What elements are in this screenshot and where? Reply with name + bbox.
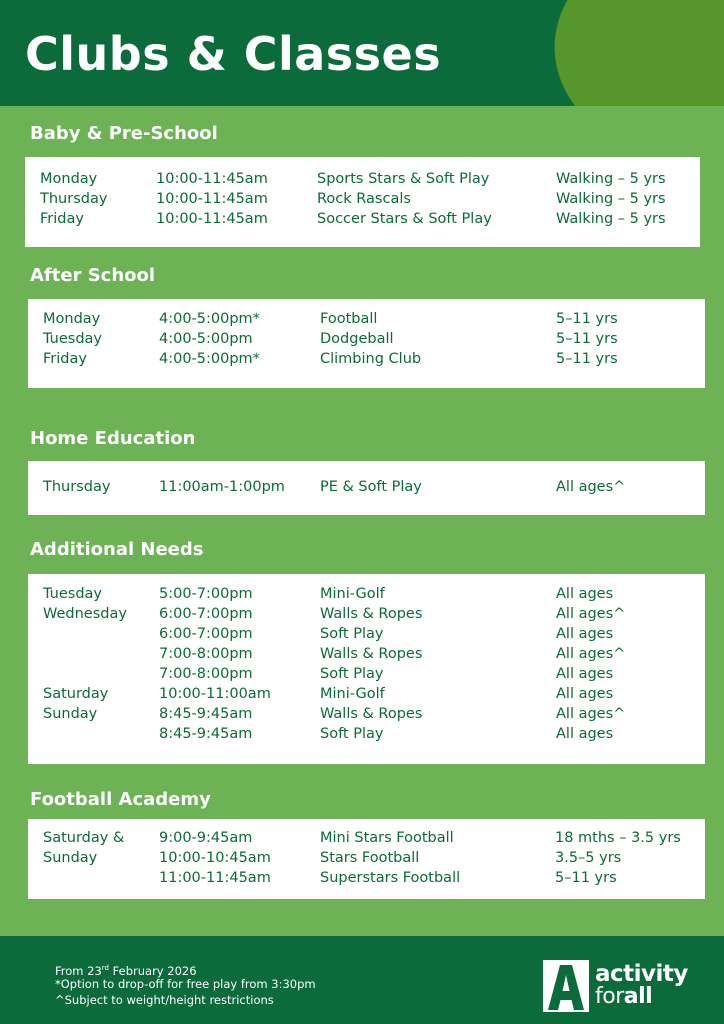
day-cell: Sunday xyxy=(43,850,98,866)
table-row xyxy=(28,868,705,888)
time-cell: 10:00-10:45am xyxy=(159,850,271,866)
activity-cell: Mini-Golf xyxy=(320,686,385,702)
table-row xyxy=(28,604,705,624)
activity-cell: Soft Play xyxy=(320,726,384,742)
day-cell: Saturday xyxy=(43,686,109,702)
schedule-box-additional-needs xyxy=(28,574,705,764)
activity-cell: Rock Rascals xyxy=(317,191,411,207)
decorative-blob xyxy=(536,0,724,106)
activity-cell: Mini Stars Football xyxy=(320,830,454,846)
activity-cell: Walls & Ropes xyxy=(320,606,423,622)
day-cell: Thursday xyxy=(40,191,108,207)
time-cell: 9:00-9:45am xyxy=(159,830,253,846)
day-cell: Monday xyxy=(40,171,98,187)
table-row xyxy=(28,704,705,724)
ages-cell: All ages xyxy=(556,686,614,702)
day-cell: Wednesday xyxy=(43,606,127,622)
activity-for-all-logo xyxy=(543,960,688,1012)
logo-a-icon xyxy=(543,960,589,1012)
start-date-ordinal: rd xyxy=(101,964,109,972)
time-cell: 8:45-9:45am xyxy=(159,726,253,742)
ages-cell: 5–11 yrs xyxy=(555,870,617,886)
section-title-additional-needs: Additional Needs xyxy=(30,539,204,560)
ages-cell: All ages xyxy=(556,726,614,742)
table-row xyxy=(28,329,705,349)
table-row xyxy=(28,644,705,664)
ages-cell: All ages xyxy=(556,666,614,682)
table-row xyxy=(28,624,705,644)
day-cell: Tuesday xyxy=(43,331,102,347)
activity-cell: Dodgeball xyxy=(320,331,394,347)
ages-cell: 18 mths – 3.5 yrs xyxy=(555,830,681,846)
activity-cell: Soft Play xyxy=(320,626,384,642)
ages-cell: Walking – 5 yrs xyxy=(556,211,666,227)
section-title-after-school: After School xyxy=(30,265,156,286)
time-cell: 7:00-8:00pm xyxy=(159,666,253,682)
day-cell: Thursday xyxy=(43,479,111,495)
ages-cell: All ages^ xyxy=(556,646,626,662)
ages-cell: 5–11 yrs xyxy=(556,331,618,347)
table-row xyxy=(28,724,705,744)
time-cell: 11:00am-1:00pm xyxy=(159,479,285,495)
ages-cell: Walking – 5 yrs xyxy=(556,191,666,207)
ages-cell: All ages xyxy=(556,586,614,602)
activity-cell: Superstars Football xyxy=(320,870,461,886)
schedule-box-home-education xyxy=(28,461,705,515)
time-cell: 10:00-11:45am xyxy=(156,171,268,187)
table-row xyxy=(28,684,705,704)
time-cell: 7:00-8:00pm xyxy=(159,646,253,662)
time-cell: 8:45-9:45am xyxy=(159,706,253,722)
activity-cell: Walls & Ropes xyxy=(320,706,423,722)
ages-cell: All ages xyxy=(556,626,614,642)
ages-cell: 5–11 yrs xyxy=(556,311,618,327)
activity-cell: PE & Soft Play xyxy=(320,479,422,495)
table-row xyxy=(28,309,705,329)
start-date-suffix: February 2026 xyxy=(108,963,197,978)
page-title: Clubs & Classes xyxy=(25,27,442,81)
section-title-baby-preschool: Baby & Pre-School xyxy=(30,123,218,144)
time-cell: 10:00-11:45am xyxy=(156,191,268,207)
day-cell: Saturday & xyxy=(43,830,125,846)
logo-word-activity: activity xyxy=(595,961,688,987)
schedule-box-baby-preschool xyxy=(25,157,700,247)
activity-cell: Mini-Golf xyxy=(320,586,385,602)
activity-cell: Sports Stars & Soft Play xyxy=(317,171,490,187)
time-cell: 4:00-5:00pm* xyxy=(159,351,260,367)
table-row xyxy=(28,664,705,684)
logo-a-block xyxy=(543,960,589,1012)
dropoff-note: *Option to drop-off for free play from 3:30pm xyxy=(55,977,316,991)
time-cell: 4:00-5:00pm xyxy=(159,331,253,347)
logo-word-forall xyxy=(595,985,652,1009)
start-date-prefix: From 23 xyxy=(55,963,102,978)
table-row xyxy=(28,349,705,369)
ages-cell: Walking – 5 yrs xyxy=(556,171,666,187)
time-cell: 11:00-11:45am xyxy=(159,870,271,886)
time-cell: 10:00-11:45am xyxy=(156,211,268,227)
schedule-box-after-school xyxy=(28,299,705,388)
day-cell: Friday xyxy=(43,351,87,367)
table-row xyxy=(28,584,705,604)
activity-cell: Walls & Ropes xyxy=(320,646,423,662)
ages-cell: All ages^ xyxy=(556,706,626,722)
table-row xyxy=(28,828,705,848)
table-row xyxy=(28,477,705,497)
ages-cell: All ages^ xyxy=(556,606,626,622)
table-row xyxy=(25,189,700,209)
restrictions-note: ^Subject to weight/height restrictions xyxy=(55,993,274,1007)
section-title-football-academy: Football Academy xyxy=(30,789,211,810)
time-cell: 5:00-7:00pm xyxy=(159,586,253,602)
page-header xyxy=(0,0,724,106)
table-row xyxy=(25,209,700,229)
schedule-box-football-academy xyxy=(28,819,705,899)
time-cell: 6:00-7:00pm xyxy=(159,606,253,622)
logo-word-all: all xyxy=(623,984,653,1009)
table-row xyxy=(28,848,705,868)
table-row xyxy=(25,169,700,189)
activity-cell: Soccer Stars & Soft Play xyxy=(317,211,492,227)
day-cell: Friday xyxy=(40,211,84,227)
day-cell: Sunday xyxy=(43,706,98,722)
day-cell: Monday xyxy=(43,311,101,327)
ages-cell: 5–11 yrs xyxy=(556,351,618,367)
activity-cell: Stars Football xyxy=(320,850,420,866)
activity-cell: Climbing Club xyxy=(320,351,422,367)
activity-cell: Football xyxy=(320,311,378,327)
section-title-home-education: Home Education xyxy=(30,428,196,449)
ages-cell: 3.5–5 yrs xyxy=(555,850,622,866)
time-cell: 10:00-11:00am xyxy=(159,686,271,702)
activity-cell: Soft Play xyxy=(320,666,384,682)
ages-cell: All ages^ xyxy=(556,479,626,495)
day-cell: Tuesday xyxy=(43,586,102,602)
time-cell: 4:00-5:00pm* xyxy=(159,311,260,327)
time-cell: 6:00-7:00pm xyxy=(159,626,253,642)
logo-word-for: for xyxy=(595,984,624,1009)
